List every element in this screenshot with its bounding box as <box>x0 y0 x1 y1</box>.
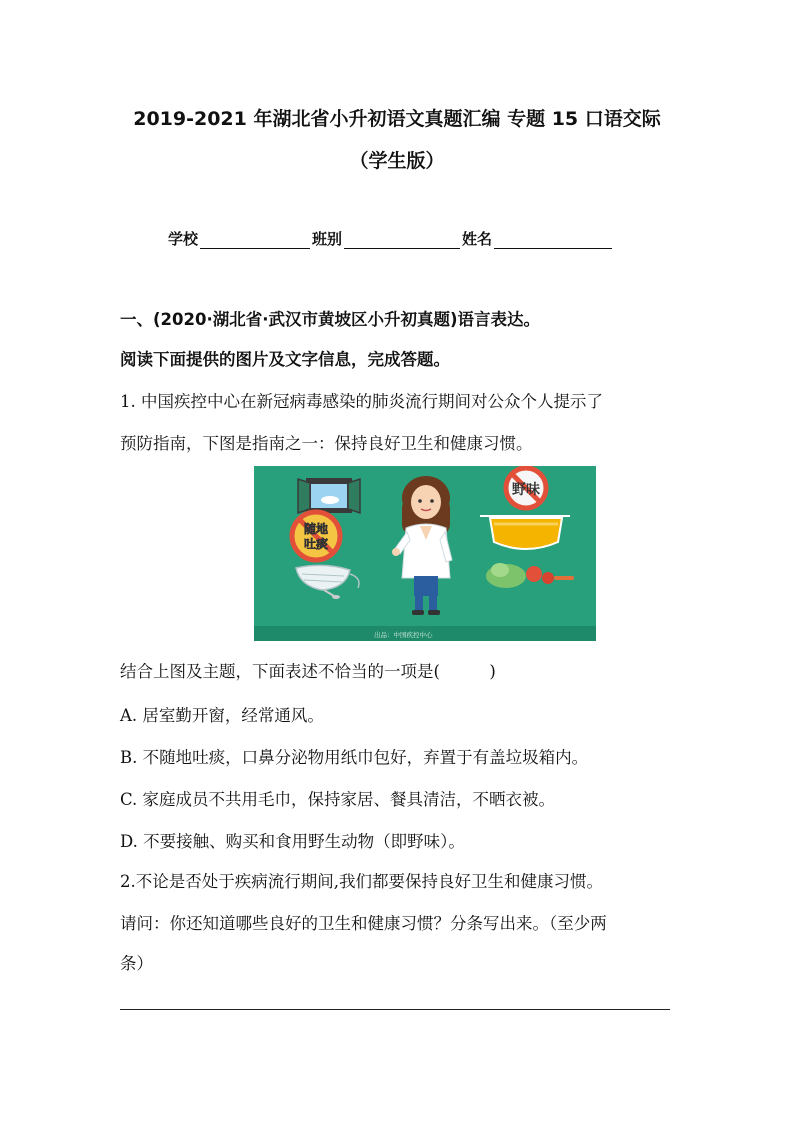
class-blank[interactable] <box>344 232 460 249</box>
option-c[interactable]: C. 家庭成员不共用毛巾，保持家居、餐具清洁，不晒衣被。 <box>120 790 556 809</box>
class-label: 班别 <box>312 230 343 248</box>
answer-line[interactable] <box>120 1009 670 1010</box>
section-heading: 一、(2020·湖北省·武汉市黄坡区小升初真题)语言表达。 <box>120 310 541 329</box>
question1-line2: 预防指南，下图是指南之一：保持良好卫生和健康习惯。 <box>120 434 533 453</box>
no-spitting-sign-icon <box>292 512 340 560</box>
open-window-icon <box>298 478 360 513</box>
sign-spit-bottom-text: 吐痰 <box>303 537 329 551</box>
document-title: 2019-2021 年湖北省小升初语文真题汇编 专题 15 口语交际 <box>133 108 661 130</box>
school-label: 学校 <box>168 230 199 248</box>
name-label: 姓名 <box>462 230 493 248</box>
option-b[interactable]: B. 不随地吐痰，口鼻分泌物用纸巾包好，弃置于有盖垃圾箱内。 <box>120 748 589 767</box>
no-wild-game-sign-icon <box>506 468 546 508</box>
question1-stem: 结合上图及主题，下面表述不恰当的一项是( ) <box>120 662 496 681</box>
section-instruction: 阅读下面提供的图片及文字信息，完成答题。 <box>120 350 450 369</box>
poster-caption: 出品：中国疾控中心 <box>374 631 433 639</box>
question2-line1: 2.不论是否处于疾病流行期间,我们都要保持良好卫生和健康习惯。 <box>120 872 603 891</box>
hygiene-poster-image <box>254 466 596 641</box>
option-a[interactable]: A. 居室勤开窗，经常通风。 <box>120 706 324 725</box>
sign-spit-top-text: 随地 <box>303 522 329 536</box>
school-blank[interactable] <box>200 232 310 249</box>
name-blank[interactable] <box>494 232 612 249</box>
document-subtitle: （学生版） <box>349 150 445 172</box>
sign-wild-text: 野味 <box>512 482 540 498</box>
option-d[interactable]: D. 不要接触、购买和食用野生动物（即野味）。 <box>120 832 465 851</box>
question1-line1: 1. 中国疾控中心在新冠病毒感染的肺炎流行期间对公众个人提示了 <box>120 392 603 411</box>
student-info-line <box>168 228 614 249</box>
question2-line3: 条） <box>120 954 153 973</box>
question2-line2: 请问：你还知道哪些良好的卫生和健康习惯？分条写出来。（至少两 <box>120 914 607 933</box>
